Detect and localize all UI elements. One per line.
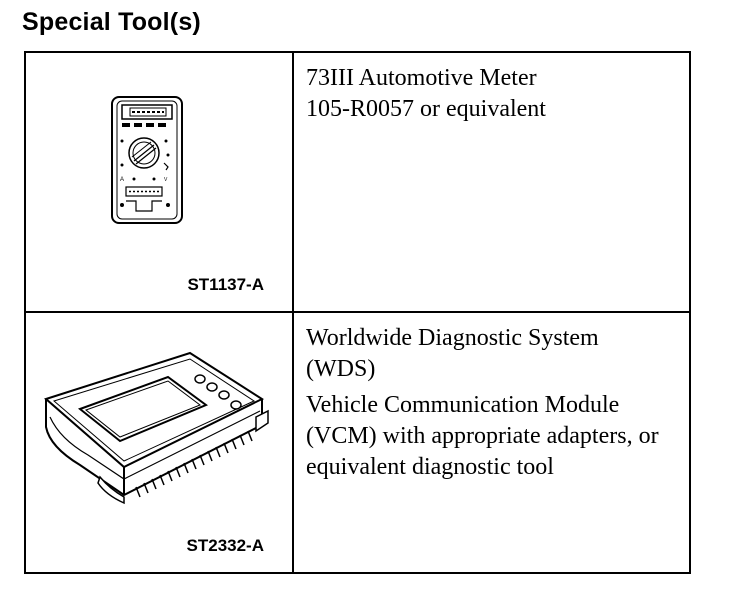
svg-text:V: V [164, 177, 168, 183]
tool-image-cell [26, 313, 294, 572]
tool-description-line: 73III Automotive Meter [306, 65, 537, 91]
tool-code: ST2332-A [186, 536, 264, 555]
special-tools-table [24, 51, 691, 574]
tool-description-paragraph: Vehicle Communication Module (VCM) with appropriate adapters, or equivalent diagnostic tool [306, 392, 659, 480]
tool-description-line: 105-R0057 or equivalent [306, 96, 546, 122]
tool-description-paragraph: Worldwide Diagnostic System (WDS) [306, 325, 599, 382]
tool-description-cell [294, 313, 689, 572]
svg-text:A: A [120, 177, 125, 183]
page-title: Special Tool(s) [22, 8, 201, 36]
diagnostic-tablet-icon [40, 347, 272, 527]
tool-code: ST1137-A [187, 275, 264, 294]
tool-description-cell [294, 53, 689, 313]
multimeter-icon [110, 95, 184, 225]
tool-image-cell [26, 53, 294, 313]
